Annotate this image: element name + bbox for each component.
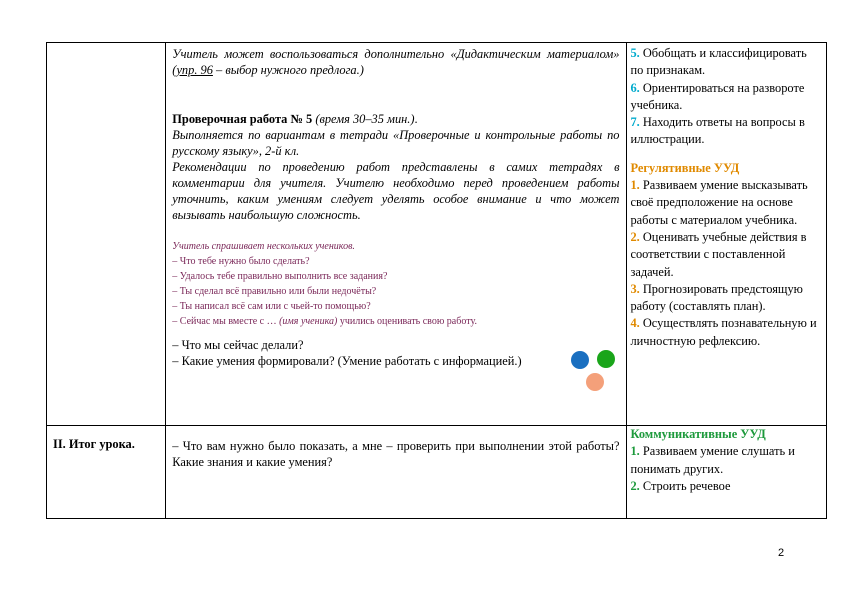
assessment-circles <box>570 348 620 393</box>
question-item: – Сейчас мы вместе с … (имя ученика) учились оценивать свою работу. <box>172 316 477 327</box>
table-row <box>47 426 827 519</box>
exercise-link: упр. 96 <box>176 63 213 77</box>
page-number: 2 <box>778 547 785 559</box>
reflection-question: – Какие умения формировали? (Умение работать с информацией.) <box>172 354 522 368</box>
test-recommendations: Рекомендации по проведению работ представлены в самих тетрадях в комментарии для учителя. Учителю необходимо перед проведением работы уточнить, каким умениям следует уделять особое внимание и что может вызывать наибольшую сложность. <box>172 160 620 222</box>
test-heading: Проверочная работа № 5 (время 30–35 мин.). <box>172 112 418 126</box>
stage-cell <box>47 43 166 426</box>
blue-circle-icon <box>571 351 589 369</box>
uud-cell <box>627 426 827 519</box>
summary-question: – Что вам нужно было показать, а мне – проверить при выполнении этой работы? Какие знания и какие умения? <box>166 426 627 519</box>
stage-title: II. Итог урока. <box>47 426 166 519</box>
uud-item: 6. Ориентироваться на развороте учебника. <box>630 80 805 112</box>
green-circle-icon <box>597 350 615 368</box>
uud-item: 3. Прогнозировать предстоящую работу (составлять план). <box>630 281 803 314</box>
orange-circle-icon <box>586 373 604 391</box>
reflection-question: – Что мы сейчас делали? <box>172 338 304 352</box>
uud-item: 4. Осуществлять познавательную и личностную рефлексию. <box>630 316 817 348</box>
lesson-table <box>46 42 827 519</box>
teacher-questions <box>172 239 619 329</box>
didactic-note: Учитель может воспользоваться дополнительно «Дидактическим материалом» (упр. 96 – выбор нужного предлога.) <box>172 47 620 77</box>
question-item: – Ты написал всё сам или с чьей-то помощью? <box>172 301 371 312</box>
question-item: – Что тебе нужно было сделать? <box>172 256 310 267</box>
activity-cell <box>166 43 627 426</box>
regulative-heading: Регулятивные УУД <box>630 160 740 175</box>
communicative-heading: Коммуникативные УУД <box>630 427 766 441</box>
test-description: Выполняется по вариантам в тетради «Проверочные и контрольные работы по русскому языку», 2-й кл. <box>172 128 620 158</box>
uud-item: 5. Обобщать и классифицировать по признакам. <box>630 46 807 78</box>
uud-item: 7. Находить ответы на вопросы в иллюстрации. <box>630 115 805 147</box>
uud-item: 1. Развиваем умение высказывать своё предположение на основе работы с материалом учебника. <box>630 178 808 227</box>
uud-item: 2. Строить речевое <box>630 478 731 493</box>
question-item: – Удалось тебе правильно выполнить все задания? <box>172 271 388 282</box>
uud-cell <box>627 43 827 426</box>
table-row <box>47 43 827 426</box>
uud-item: 1. Развиваем умение слушать и понимать других. <box>630 444 795 476</box>
question-item: – Ты сделал всё правильно или были недочёты? <box>172 286 377 297</box>
teacher-intro: Учитель спрашивает нескольких учеников. <box>172 241 355 252</box>
uud-item: 2. Оценивать учебные действия в соответствии с поставленной задачей. <box>630 229 807 279</box>
